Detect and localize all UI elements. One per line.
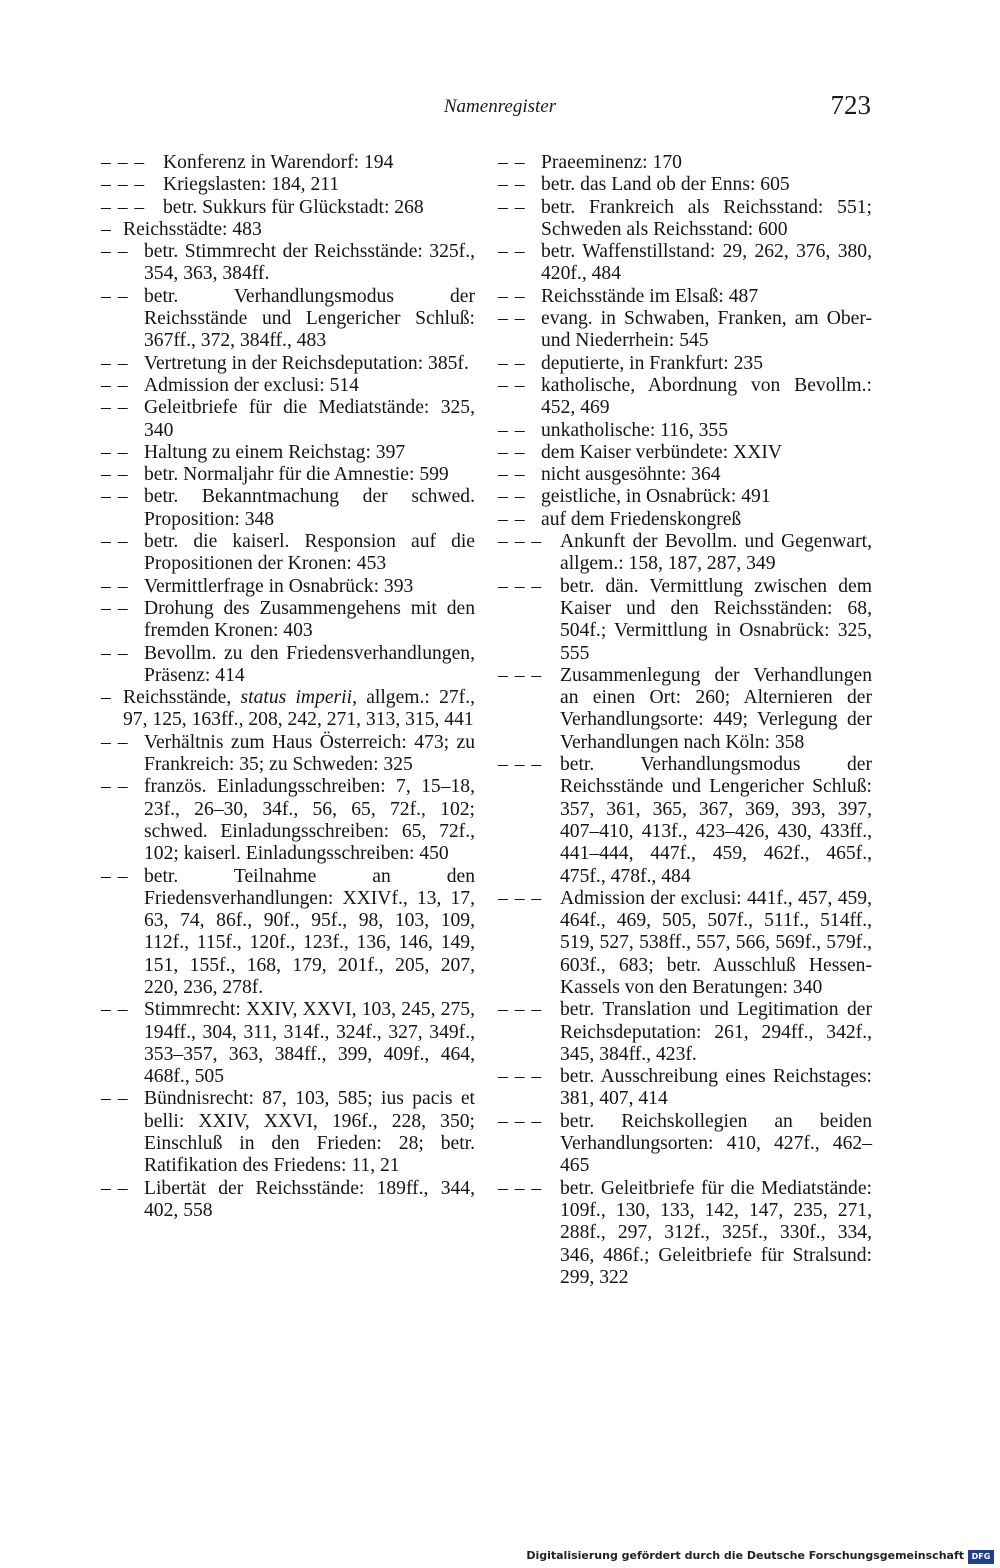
entry-level-dashes: – – <box>101 397 129 419</box>
entry-text: katholische, Abordnung von Bevollm.: 452, 469 <box>541 374 872 419</box>
entry-text-italic: status imperii <box>240 687 353 709</box>
entry-text: betr. Verhandlungsmodus der Reichsstände und Lengericher Schluß: 367ff., 372, 384ff., 483 <box>144 285 475 352</box>
index-entry <box>498 576 872 665</box>
index-entry <box>101 1178 475 1223</box>
entry-text-rest: , allgem.: 27f., 97, 125, 163ff., 208, 242, 271, 313, 315, 441 <box>123 687 475 731</box>
index-entry <box>101 353 475 375</box>
index-entry <box>101 598 475 643</box>
index-entry <box>498 152 872 174</box>
entry-level-dashes: – – – <box>498 1177 543 1199</box>
entry-level-dashes: – – <box>101 776 129 798</box>
entry-text: betr. Ausschreibung eines Reichstages: 381, 407, 414 <box>560 1066 872 1110</box>
entry-text: Reichsstände im Elsaß: 487 <box>541 285 759 307</box>
index-entry <box>498 486 872 508</box>
entry-level-dashes: – – <box>101 642 129 664</box>
index-entry <box>498 999 872 1066</box>
entry-level-dashes: – – <box>101 575 129 597</box>
index-entry <box>101 732 475 777</box>
entry-text: nicht ausgesöhnte: 364 <box>541 464 721 486</box>
entry-text: betr. Normaljahr für die Amnestie: 599 <box>144 464 449 486</box>
entry-level-dashes: – – <box>498 174 526 196</box>
index-entry <box>498 509 872 531</box>
entry-text-lead: Reichsstände, <box>123 687 241 709</box>
index-entry <box>101 241 475 286</box>
entry-level-dashes: – – <box>101 1088 129 1110</box>
entry-level-dashes: – – <box>498 441 526 463</box>
index-column-left <box>101 152 475 1222</box>
entry-text: Konferenz in Warendorf: 194 <box>163 152 394 173</box>
entry-text: Verhältnis zum Haus Österreich: 473; zu Frankreich: 35; zu Schweden: 325 <box>144 731 475 776</box>
entry-text: auf dem Friedenskongreß <box>541 508 742 530</box>
entry-level-dashes: – – <box>101 531 129 553</box>
index-entry <box>101 576 475 598</box>
index-entry <box>101 776 475 865</box>
index-entry <box>101 1088 475 1177</box>
entry-level-dashes: – – – <box>498 664 543 686</box>
running-title: Namenregister <box>443 96 557 117</box>
entry-text: evang. in Schwaben, Franken, am Ober- und Niederrhein: 545 <box>541 308 872 352</box>
entry-level-dashes: – – – <box>498 575 543 597</box>
entry-level-dashes: – – – <box>498 999 543 1021</box>
index-entry <box>498 197 872 242</box>
index-entry <box>498 353 872 375</box>
index-entry <box>101 464 475 486</box>
entry-level-dashes: – – <box>498 419 526 441</box>
entry-level-dashes: – – – <box>498 754 543 776</box>
index-entry <box>498 308 872 353</box>
entry-text: Vermittlerfrage in Osnabrück: 393 <box>144 575 414 597</box>
entry-text: betr. Geleitbriefe für die Mediatstände: 109f., 130, 133, 142, 147, 235, 271, 288f., 297, 312f., 325f., 330f., 334, 346, 486f.; Geleitbriefe für Stralsund: 299, 322 <box>560 1177 872 1288</box>
entry-text: betr. Stimmrecht der Reichsstände: 325f., 354, 363, 384ff. <box>144 241 475 285</box>
index-entry <box>498 241 872 286</box>
entry-text: Haltung zu einem Reichstag: 397 <box>144 441 406 463</box>
index-entry <box>498 1178 872 1289</box>
funding-note: Digitalisierung gefördert durch die Deutsche Forschungsgemeinschaft <box>526 1549 964 1562</box>
entry-level-dashes: – – – <box>498 1066 543 1088</box>
entry-text: betr. Teilnahme an den Friedensverhandlungen: XXIVf., 13, 17, 63, 74, 86f., 90f., 95f., 98, 103, 109, 112f., 115f., 120f., 123f., 136, 146, 149, 151, 155f., 168, 179, 201f., 205, 207, 220, 236, 278f. <box>144 865 475 998</box>
entry-level-dashes: – – <box>101 285 129 307</box>
entry-level-dashes: – <box>101 687 112 709</box>
entry-text: betr. Translation und Legitimation der Reichsdeputation: 261, 294ff., 342f., 345, 384ff., 423f. <box>560 999 872 1065</box>
footer <box>0 1548 1000 1568</box>
entry-text: betr. Waffenstillstand: 29, 262, 376, 380, 420f., 484 <box>541 241 872 285</box>
entry-text: Vertretung in der Reichsdeputation: 385f. <box>144 352 469 374</box>
entry-level-dashes: – – <box>101 1177 129 1199</box>
entry-level-dashes: – – <box>101 374 129 396</box>
entry-text: Admission der exclusi: 514 <box>144 374 359 396</box>
entry-text: betr. Verhandlungsmodus der Reichsstände und Lengericher Schluß: 357, 361, 365, 367, 369, 393, 397, 407–410, 413f., 423–426, 430, 433ff., 441–444, 447f., 459, 462f., 465f., 475f., 478f., 484 <box>560 754 872 887</box>
entry-level-dashes: – <box>101 218 112 240</box>
index-column-right <box>498 152 872 1289</box>
entry-text: betr. die kaiserl. Responsion auf die Propositionen der Kronen: 453 <box>144 531 475 575</box>
entry-level-dashes: – – <box>101 464 129 486</box>
dfg-logo: DFG <box>968 1550 994 1564</box>
index-entry <box>101 219 475 241</box>
entry-level-dashes: – – <box>498 152 526 173</box>
index-entry <box>101 375 475 397</box>
entry-level-dashes: – – – <box>498 531 543 553</box>
entry-level-dashes: – – <box>101 241 129 263</box>
index-entry <box>101 442 475 464</box>
entry-text: deputierte, in Frankfurt: 235 <box>541 352 764 374</box>
entry-text: Libertät der Reichsstände: 189ff., 344, 402, 558 <box>144 1177 475 1221</box>
index-entry <box>101 999 475 1088</box>
entry-text: betr. Sukkurs für Glückstadt: 268 <box>163 196 424 218</box>
entry-level-dashes: – – – <box>498 887 543 909</box>
entry-text: Praeeminenz: 170 <box>541 152 682 173</box>
index-entry <box>101 174 475 196</box>
entry-text: Admission der exclusi: 441f., 457, 459, 464f., 469, 505, 507f., 511f., 514ff., 519, 527, 538ff., 557, 566, 569f., 579f., 603f., 683; betr. Ausschluß Hessen-Kassels von den Beratungen: 340 <box>560 887 872 998</box>
index-entry <box>498 531 872 576</box>
entry-text: geistliche, in Osnabrück: 491 <box>541 486 771 508</box>
index-entry <box>498 464 872 486</box>
entry-text: französ. Einladungsschreiben: 7, 15–18, 23f., 26–30, 34f., 56, 65, 72f., 102; schwed. Einladungsschreiben: 65, 72f., 102; kaiserl. Einladungsschreiben: 450 <box>144 776 475 865</box>
entry-level-dashes: – – <box>101 486 129 508</box>
entry-level-dashes: – – <box>101 352 129 374</box>
entry-level-dashes: – – – <box>101 174 146 196</box>
entry-level-dashes: – – – <box>101 196 146 218</box>
entry-text: Reichsstädte: 483 <box>123 218 262 240</box>
index-entry <box>101 486 475 531</box>
entry-text: Bündnisrecht: 87, 103, 585; ius pacis et belli: XXIV, XXVI, 196f., 228, 350; Einschluß in den Frieden: 28; betr. Ratifikation des Friedens: 11, 21 <box>144 1088 475 1177</box>
index-entry <box>101 197 475 219</box>
index-entry <box>498 442 872 464</box>
index-entry <box>498 1066 872 1111</box>
index-entry <box>498 1111 872 1178</box>
index-entry <box>101 397 475 442</box>
entry-text: Zusammenlegung der Verhandlungen an einen Ort: 260; Alternieren der Verhandlungsorte: 449; Verlegung der Verhandlungen nach Köln: 358 <box>560 664 872 753</box>
entry-text: Ankunft der Bevollm. und Gegenwart, allgem.: 158, 187, 287, 349 <box>560 531 872 575</box>
entry-text: Geleitbriefe für die Mediatstände: 325, 340 <box>144 397 475 441</box>
entry-text: Kriegslasten: 184, 211 <box>163 174 340 196</box>
entry-text <box>123 687 475 732</box>
entry-level-dashes: – – <box>101 999 129 1021</box>
entry-text: betr. Bekanntmachung der schwed. Proposition: 348 <box>144 486 475 530</box>
entry-level-dashes: – – – <box>101 152 146 173</box>
index-entry <box>498 375 872 420</box>
entry-text: betr. dän. Vermittlung zwischen dem Kaiser und den Reichsständen: 68, 504f.; Vermittlung in Osnabrück: 325, 555 <box>560 575 872 664</box>
entry-level-dashes: – – <box>498 196 526 218</box>
entry-text: dem Kaiser verbündete: XXIV <box>541 441 783 463</box>
entry-text: Stimmrecht: XXIV, XXVI, 103, 245, 275, 194ff., 304, 311, 314f., 324f., 327, 349f., 353–357, 363, 384ff., 399, 409f., 464, 468f., 505 <box>144 999 475 1088</box>
entry-level-dashes: – – <box>101 865 129 887</box>
entry-text: betr. Frankreich als Reichsstand: 551; Schweden als Reichsstand: 600 <box>541 196 872 240</box>
index-entry <box>101 531 475 576</box>
index-entry <box>498 888 872 999</box>
entry-level-dashes: – – <box>101 731 129 753</box>
index-entry <box>101 286 475 353</box>
index-entry <box>498 754 872 888</box>
index-entry <box>101 866 475 1000</box>
entry-text: betr. das Land ob der Enns: 605 <box>541 174 790 196</box>
index-entry <box>498 420 872 442</box>
entry-level-dashes: – – <box>101 597 129 619</box>
entry-level-dashes: – – <box>498 508 526 530</box>
page-number: 723 <box>830 90 871 120</box>
entry-text: betr. Reichskollegien an beiden Verhandlungsorten: 410, 427f., 462–465 <box>560 1110 872 1177</box>
index-entry <box>101 152 475 174</box>
entry-level-dashes: – – <box>498 352 526 374</box>
index-entry <box>101 643 475 688</box>
entry-level-dashes: – – <box>498 486 526 508</box>
index-entry <box>498 665 872 754</box>
entry-level-dashes: – – <box>101 441 129 463</box>
index-entry <box>101 687 475 732</box>
entry-level-dashes: – – – <box>498 1110 543 1132</box>
entry-level-dashes: – – <box>498 374 526 396</box>
entry-level-dashes: – – <box>498 308 526 330</box>
entry-level-dashes: – – <box>498 285 526 307</box>
entry-level-dashes: – – <box>498 464 526 486</box>
entry-level-dashes: – – <box>498 241 526 263</box>
index-entry <box>498 174 872 196</box>
entry-text: Drohung des Zusammengehens mit den fremden Kronen: 403 <box>144 597 475 642</box>
index-entry <box>498 286 872 308</box>
entry-text: Bevollm. zu den Friedensverhandlungen, Präsenz: 414 <box>144 642 475 686</box>
entry-text: unkatholische: 116, 355 <box>541 419 729 441</box>
